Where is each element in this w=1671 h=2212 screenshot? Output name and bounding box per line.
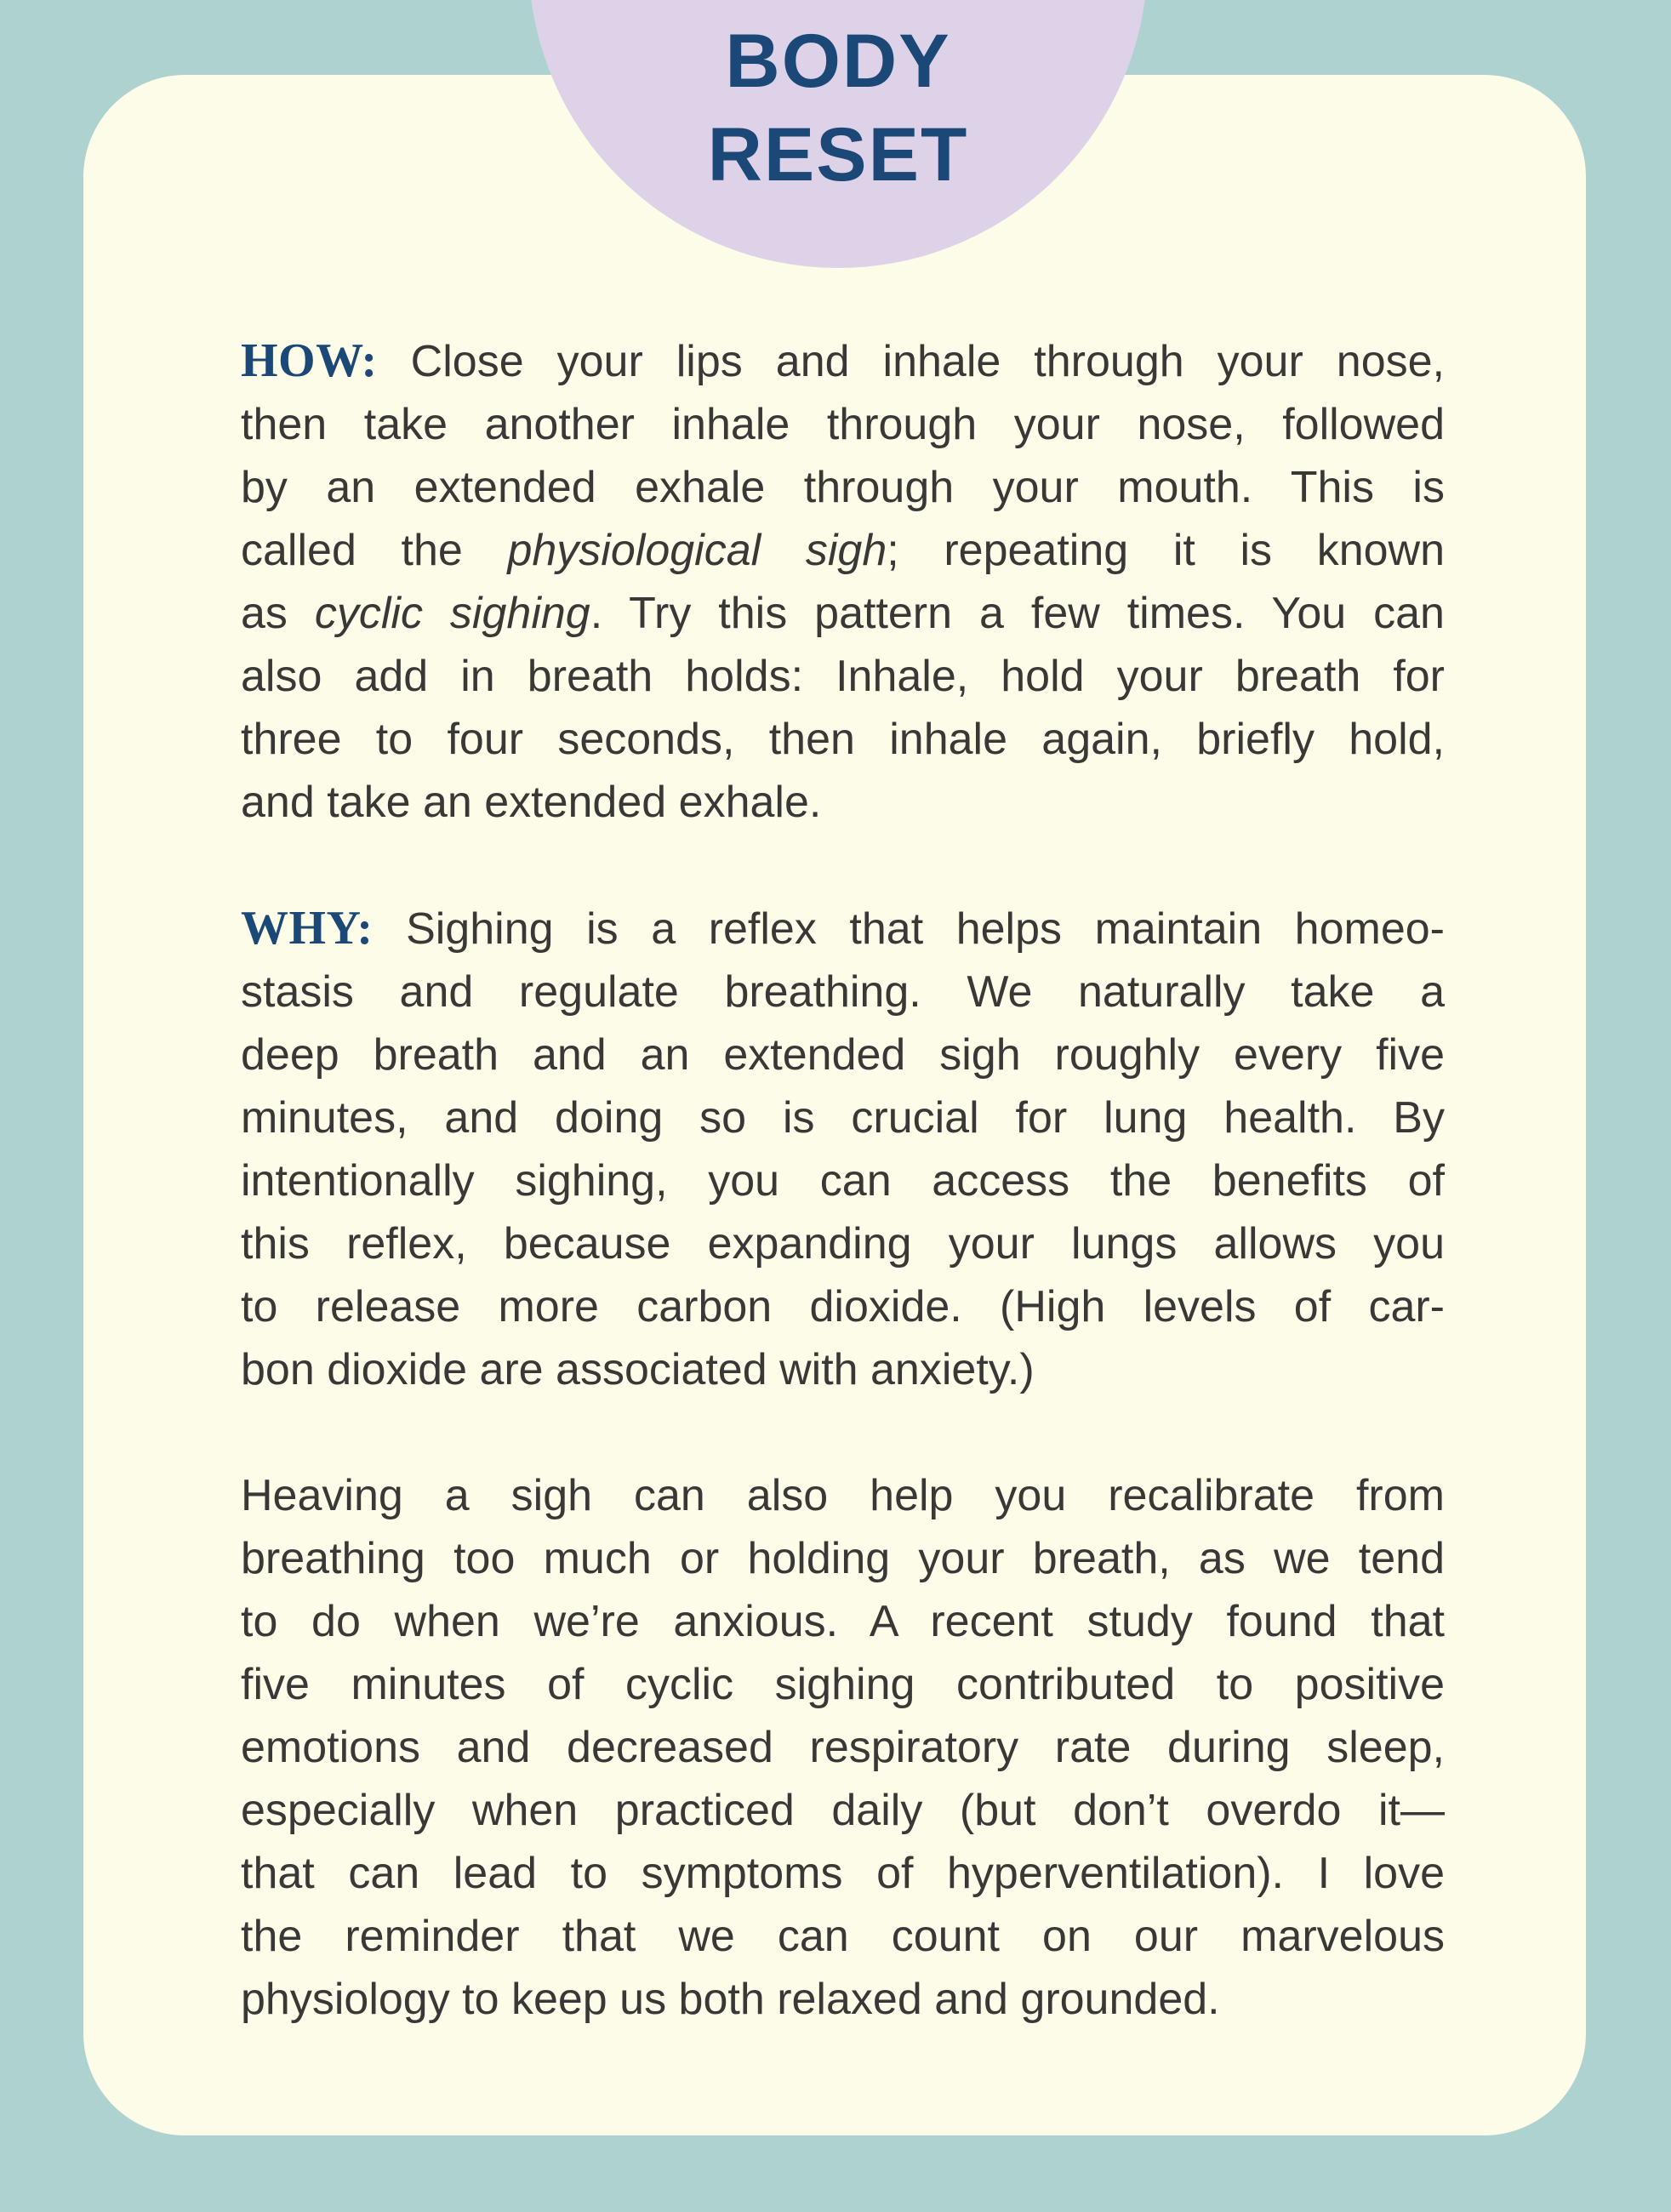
text-line bbox=[241, 456, 1445, 519]
text-segment: then take another inhale through your nose, followed bbox=[241, 400, 1445, 449]
text-line bbox=[241, 1842, 1445, 1905]
text-segment: Sighing is a reflex that helps maintain homeo- bbox=[373, 904, 1445, 954]
text-line bbox=[241, 1527, 1445, 1590]
page-title bbox=[528, 14, 1148, 201]
text-segment: . Try this pattern a few times. You can bbox=[590, 589, 1445, 638]
text-line bbox=[241, 1968, 1445, 2031]
text-line bbox=[241, 1149, 1445, 1212]
text-segment: Heaving a sigh can also help you recalibrate from bbox=[241, 1471, 1445, 1520]
text-segment: also add in breath holds: Inhale, hold your breath for bbox=[241, 652, 1445, 701]
text-line bbox=[241, 1653, 1445, 1716]
text-line bbox=[241, 1086, 1445, 1149]
text-line bbox=[241, 961, 1445, 1023]
text-segment: by an extended exhale through your mouth. This is bbox=[241, 463, 1445, 512]
text-line bbox=[241, 1716, 1445, 1779]
text-line bbox=[241, 519, 1445, 582]
text-line bbox=[241, 393, 1445, 456]
text-segment: that can lead to symptoms of hyperventilation). I love bbox=[241, 1849, 1445, 1898]
body-text bbox=[241, 329, 1445, 2031]
text-segment: Close your lips and inhale through your nose, bbox=[377, 337, 1445, 386]
text-segment: intentionally sighing, you can access the benefits of bbox=[241, 1156, 1445, 1206]
text-line bbox=[241, 1212, 1445, 1275]
text-line bbox=[241, 1779, 1445, 1842]
text-segment: this reflex, because expanding your lungs allows you bbox=[241, 1219, 1445, 1268]
text-segment: five minutes of cyclic sighing contributed to positive bbox=[241, 1660, 1445, 1709]
text-segment: to release more carbon dioxide. (High levels of car- bbox=[241, 1282, 1445, 1331]
text-line bbox=[241, 1464, 1445, 1527]
text-segment: to do when we’re anxious. A recent study found that bbox=[241, 1597, 1445, 1646]
text-segment: bon dioxide are associated with anxiety.) bbox=[241, 1345, 1035, 1394]
text-line bbox=[241, 1023, 1445, 1086]
lead-in-label: HOW: bbox=[241, 334, 378, 387]
italic-term: physiological sigh bbox=[507, 526, 887, 575]
italic-term: cyclic sighing bbox=[314, 589, 590, 638]
text-segment: especially when practiced daily (but don’t overdo it— bbox=[241, 1786, 1445, 1835]
text-line bbox=[241, 645, 1445, 708]
text-segment: minutes, and doing so is crucial for lung health. By bbox=[241, 1093, 1445, 1143]
text-segment: breathing too much or holding your breath, as we tend bbox=[241, 1534, 1445, 1583]
text-segment: deep breath and an extended sigh roughly every five bbox=[241, 1030, 1445, 1080]
text-line bbox=[241, 771, 1445, 834]
text-segment: three to four seconds, then inhale again, briefly hold, bbox=[241, 715, 1445, 764]
text-segment: called the bbox=[241, 526, 508, 575]
page-title-line-2: RESET bbox=[707, 111, 969, 197]
text-segment: ; repeating it is known bbox=[887, 526, 1446, 575]
paragraph bbox=[241, 1464, 1445, 2031]
page-title-line-1: BODY bbox=[725, 18, 951, 103]
text-line bbox=[241, 329, 1445, 393]
text-line bbox=[241, 897, 1445, 961]
text-segment: emotions and decreased respiratory rate during sleep, bbox=[241, 1723, 1445, 1772]
text-segment: physiology to keep us both relaxed and grounded. bbox=[241, 1975, 1220, 2024]
text-segment: and take an extended exhale. bbox=[241, 778, 822, 827]
text-line bbox=[241, 1590, 1445, 1653]
text-segment: stasis and regulate breathing. We naturally take a bbox=[241, 967, 1445, 1017]
content-card bbox=[83, 75, 1586, 2135]
paragraph bbox=[241, 897, 1445, 1401]
text-line bbox=[241, 1905, 1445, 1968]
text-line bbox=[241, 1275, 1445, 1338]
text-segment: as bbox=[241, 589, 315, 638]
paragraph bbox=[241, 329, 1445, 834]
text-segment: the reminder that we can count on our marvelous bbox=[241, 1912, 1445, 1961]
text-line bbox=[241, 708, 1445, 771]
text-line bbox=[241, 582, 1445, 645]
lead-in-label: WHY: bbox=[241, 902, 374, 955]
text-line bbox=[241, 1338, 1445, 1401]
